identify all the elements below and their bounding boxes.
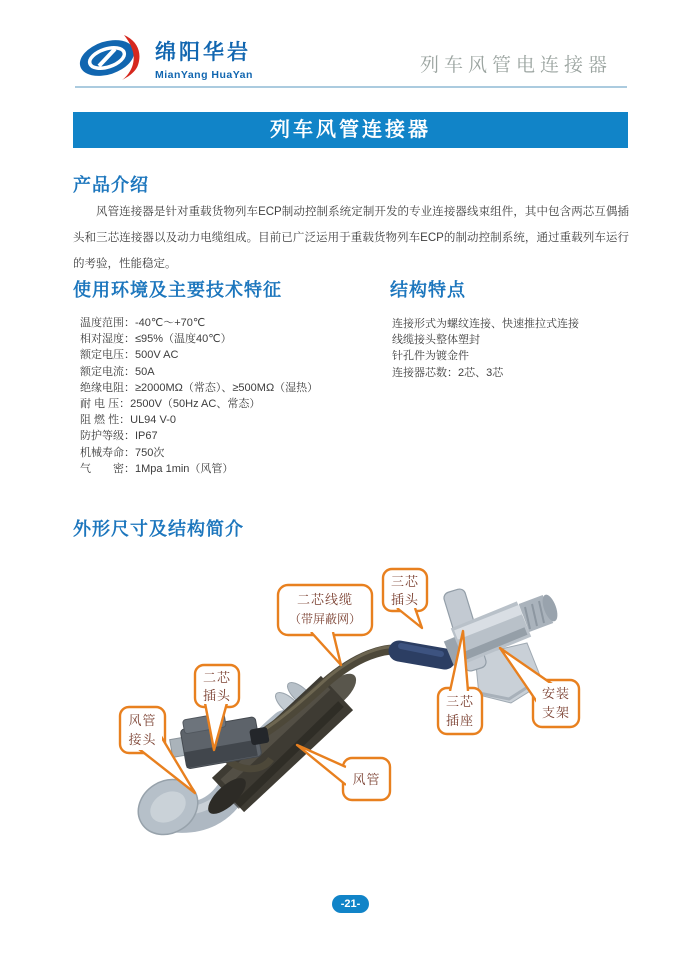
callout-label: 安装 [541, 686, 571, 701]
features-list [392, 316, 579, 381]
callout-label: （带屏蔽网） [288, 612, 362, 626]
company-logo-icon [75, 32, 149, 84]
callout-label: 插座 [445, 713, 475, 728]
spec-row [80, 445, 318, 461]
section-title-specs: 使用环境及主要技术特征 [73, 280, 282, 300]
three-core-plug-shape [399, 646, 445, 659]
spec-value: 500V AC [135, 349, 179, 362]
callout-label: 支架 [541, 705, 571, 720]
spec-label: 温度范围： [80, 317, 135, 329]
spec-value: ≥2000MΩ（常态）、≥500MΩ（湿热） [135, 381, 319, 394]
spec-value: -40℃～+70℃ [135, 317, 206, 329]
spec-label: 阻 燃 性： [80, 414, 131, 427]
spec-row [80, 315, 318, 331]
specs-list [80, 315, 318, 477]
callout-label: 三芯 [445, 694, 475, 709]
intro-paragraph: 风管连接器是针对重载货物列车ECP制动控制系统定制开发的专业连接器线束组件，其中包含两芯互偶插头和三芯连接器以及动力电缆组成。目前已广泛运用于重载货物列车ECP的制动控制系统，通过重载列车运行的考验，性能稳定。 [73, 206, 629, 270]
spec-row [80, 412, 318, 428]
product-diagram [75, 555, 625, 855]
feature-item: 连接器芯数：2芯、3芯 [392, 366, 504, 379]
spec-row [80, 347, 318, 363]
spec-row [80, 428, 318, 444]
callout-label: 插头 [202, 688, 232, 703]
spec-label: 气 密： [80, 462, 135, 475]
page-title-banner: 列车风管连接器 [73, 112, 628, 148]
section-title-outline: 外形尺寸及结构简介 [73, 519, 244, 539]
page-number-badge: -21- [332, 895, 369, 913]
spec-row [80, 396, 318, 412]
callout-air-hose [297, 745, 390, 800]
spec-value: 750次 [135, 446, 165, 459]
company-logo [75, 32, 253, 84]
spec-value: IP67 [135, 430, 158, 443]
callout-label: 二芯 [202, 670, 232, 685]
callout-two-core-cable [278, 585, 372, 665]
spec-row [80, 461, 318, 477]
section-title-features: 结构特点 [390, 280, 466, 300]
callout-label: 插头 [390, 592, 420, 607]
spec-label: 耐 电 压： [80, 397, 131, 410]
spec-label: 相对湿度： [80, 333, 135, 346]
feature-item: 线缆接头整体塑封 [392, 334, 480, 347]
spec-value: UL94 V-0 [130, 414, 176, 427]
spec-value: 1Mpa 1min（风管） [135, 462, 234, 475]
spec-label: 绝缘电阻： [80, 381, 135, 394]
feature-item: 连接形式为螺纹连接、快速推拉式连接 [392, 318, 579, 330]
callout-label: 风管 [352, 772, 381, 787]
spec-label: 额定电压： [80, 349, 135, 362]
callout-label: 三芯 [390, 574, 420, 589]
header-divider [75, 86, 627, 88]
callout-label: 接头 [128, 732, 157, 747]
spec-row [80, 380, 318, 396]
spec-row [80, 331, 318, 347]
spec-value: 50A [135, 365, 155, 378]
spec-value: ≤95%（温度40℃） [135, 333, 232, 346]
spec-label: 机械寿命： [80, 446, 135, 459]
spec-label: 防护等级： [80, 430, 135, 443]
company-logo-text [155, 36, 253, 81]
section-title-intro: 产品介绍 [73, 175, 149, 195]
spec-value: 2500V（50Hz AC、常态） [130, 397, 261, 410]
header-doc-title: 列车风管电连接器 [419, 55, 612, 76]
company-name-en: MianYang HuaYan [155, 68, 253, 81]
feature-item: 针孔件为镀金件 [392, 350, 469, 363]
company-name-cn: 绵阳华岩 [155, 40, 251, 64]
spec-row [80, 364, 318, 380]
spec-label: 额定电流： [80, 365, 135, 378]
callout-label: 二芯线缆 [296, 592, 354, 607]
callout-three-core-plug [383, 569, 427, 628]
callout-label: 风管 [128, 713, 157, 728]
